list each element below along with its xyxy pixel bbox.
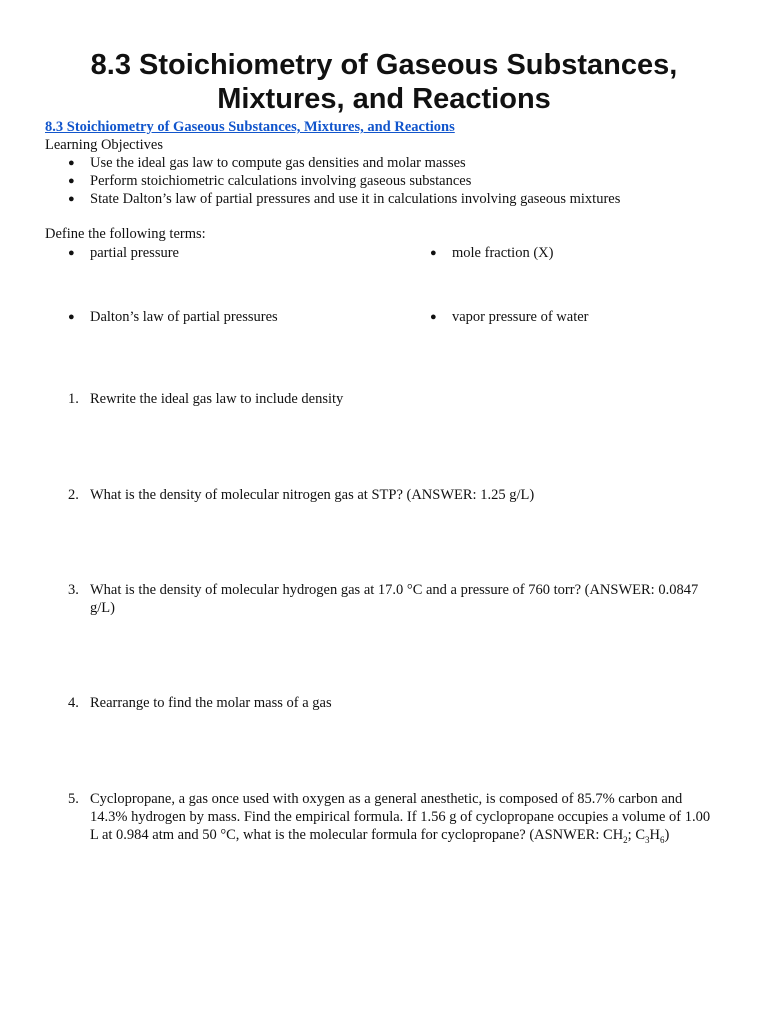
objectives-heading: Learning Objectives	[45, 137, 163, 153]
question-text: Rewrite the ideal gas law to include density	[90, 391, 344, 407]
question-text: What is the density of molecular nitrogen gas at STP? (ANSWER: 1.25 g/L)	[90, 487, 535, 503]
section-link[interactable]: 8.3 Stoichiometry of Gaseous Substances, Mixtures, and Reactions	[45, 119, 455, 135]
question-number: 1.	[68, 391, 79, 407]
question-number: 5.	[68, 791, 79, 807]
term-item: ● Dalton’s law of partial pressures	[90, 308, 278, 326]
question-text: What is the density of molecular hydrogen gas at 17.0 °C and a pressure of 760 torr? (ANSWER: 0.0847 g/L)	[90, 582, 699, 616]
term-item: ● partial pressure	[90, 244, 179, 262]
term-item: ● vapor pressure of water	[452, 308, 588, 326]
objective-item: ● Use the ideal gas law to compute gas densities and molar masses	[90, 154, 466, 172]
define-heading: Define the following terms:	[45, 226, 206, 242]
question-number: 2.	[68, 487, 79, 503]
title-line-1: 8.3 Stoichiometry of Gaseous Substances,	[90, 49, 678, 81]
page-title	[0, 48, 768, 116]
objective-item: ● Perform stoichiometric calculations involving gaseous substances	[90, 172, 471, 190]
question-text: Cyclopropane, a gas once used with oxygen as a general anesthetic, is composed of 85.7% carbon and 14.3% hydrogen by mass. Find the empirical formula. If 1.56 g of cyclopropane occupies a volume of 1.00 L at 0.984 atm and 50 °C, what is the molecular formula for cyclopropane? (ASNWER: $CH_2$; $C_3H_6$)	[90, 791, 711, 845]
question-number: 3.	[68, 582, 79, 598]
question-text: Rearrange to find the molar mass of a gas	[90, 695, 332, 711]
question-number: 4.	[68, 695, 79, 711]
objective-item: ● State Dalton’s law of partial pressures and use it in calculations involving gaseous mixtures	[90, 190, 620, 208]
term-item: ● mole fraction (X)	[452, 244, 553, 262]
title-line-2: Mixtures, and Reactions	[217, 83, 551, 115]
